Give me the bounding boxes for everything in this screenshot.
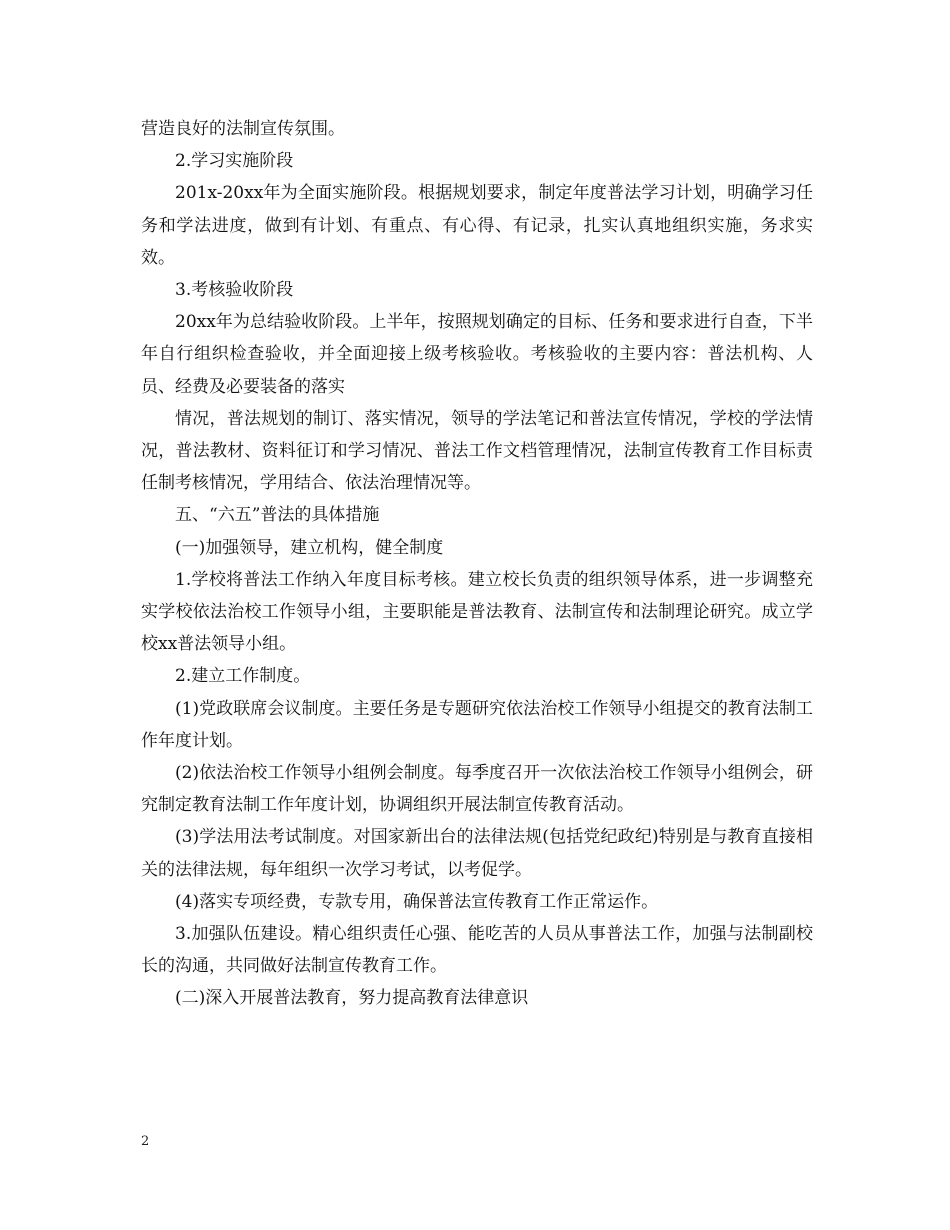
paragraph-13: (3)学法用法考试制度。对国家新出台的法律法规(包括党纪政纪)特别是与教育直接相关的法律法规，每年组织一次学习考试，以考促学。 — [141, 827, 813, 880]
paragraph-12: (2)依法治校工作领导小组例会制度。每季度召开一次依法治校工作领导小组例会，研究制定教育法制工作年度计划，协调组织开展法制宣传教育活动。 — [141, 763, 813, 816]
paragraph-6: 情况，普法规划的制订、落实情况，领导的学法笔记和普法宣传情况，学校的学法情况，普法教材、资料征订和学习情况、普法工作文档管理情况，法制宣传教育工作目标责任制考核情况，学用结合、依法治理情况等。 — [141, 408, 813, 494]
paragraph-2: 2.学习实施阶段 — [175, 151, 294, 172]
paragraph-1: 营造良好的法制宣传氛围。 — [141, 119, 345, 139]
paragraph-10: 2.建立工作制度。 — [175, 666, 311, 687]
paragraph-11: (1)党政联席会议制度。主要任务是专题研究依法治校工作领导小组提交的教育法制工作年度计划。 — [141, 698, 813, 751]
paragraph-5: 20xx年为总结验收阶段。上半年，按照规划确定的目标、任务和要求进行自查，下半年自行组织检查验收，并全面迎接上级考核验收。考核验收的主要内容：普法机构、人员、经费及必要装备的落实 — [141, 312, 813, 397]
subsection-heading-1: (一)加强领导，建立机构，健全制度 — [175, 537, 444, 558]
paragraph-4: 3.考核验收阶段 — [175, 280, 294, 301]
subsection-heading-2: (二)深入开展普法教育，努力提高教育法律意识 — [175, 988, 529, 1009]
document-body — [141, 113, 813, 1015]
paragraph-15: 3.加强队伍建设。精心组织责任心强、能吃苦的人员从事普法工作，加强与法制副校长的沟通，共同做好法制宣传教育工作。 — [141, 924, 813, 977]
paragraph-3: 201x-20xx年为全面实施阶段。根据规划要求，制定年度普法学习计划，明确学习任务和学法进度，做到有计划、有重点、有心得、有记录，扎实认真地组织实施，务求实效。 — [141, 183, 813, 268]
section-heading-5: 五、“六五”普法的具体措施 — [175, 505, 380, 526]
paragraph-9: 1.学校将普法工作纳入年度目标考核。建立校长负责的组织领导体系，进一步调整充实学校依法治校工作领导小组，主要职能是普法教育、法制宣传和法制理论研究。成立学校xx普法领导小组。 — [141, 569, 813, 655]
page-number: 2 — [141, 1134, 150, 1149]
paragraph-14: (4)落实专项经费，专款专用，确保普法宣传教育工作正常运作。 — [175, 891, 659, 912]
